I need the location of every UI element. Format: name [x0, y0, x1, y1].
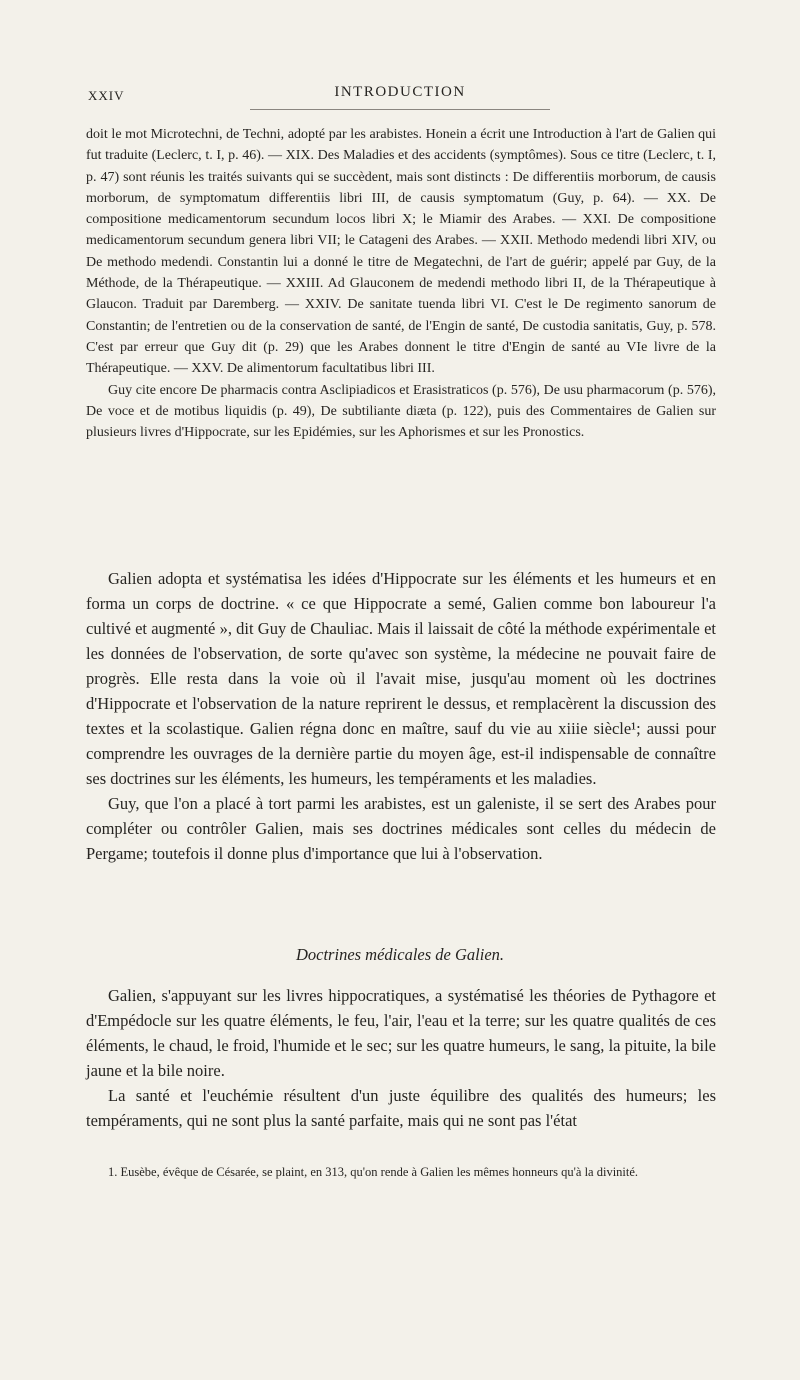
- header-rule: [250, 109, 550, 110]
- bibliography-paragraph-2: Guy cite encore De pharmacis contra Asclipiadicos et Erasistraticos (p. 576), De usu pharmacorum (p. 576), De voce et de motibus liquidis (p. 49), De subtiliante diæta (p. 122), puis des Commentaires de Galien sur plusieurs livres d'Hippocrate, sur les Epidémies, sur les Aphorismes et sur les Pronostics.: [86, 382, 716, 441]
- page-number: XXIV: [88, 88, 125, 103]
- bibliography-section: [86, 124, 716, 443]
- doctrine-paragraph: Galien, s'appuyant sur les livres hippocratiques, a systématisé les théories de Pythagore et d'Empédocle sur les quatre éléments, le feu, l'air, l'eau et la terre; sur les quatre qualités de ces éléments, le chaud, le froid, l'humide et le sec; sur les quatre humeurs, le sang, la pituite, la bile jaune et la bile noire.: [86, 986, 716, 1080]
- section-heading: Doctrines médicales de Galien.: [295, 945, 505, 964]
- doctrine-section: [86, 983, 716, 1133]
- body-section: [86, 566, 716, 866]
- page-header: [0, 80, 800, 110]
- doctrine-paragraph-2: La santé et l'euchémie résultent d'un juste équilibre des qualités des humeurs; les tempéraments, qui ne sont plus la santé parfaite, mais qui ne sont pas l'état: [86, 1086, 716, 1130]
- running-title: INTRODUCTION: [334, 84, 466, 100]
- footnote: [86, 1164, 716, 1180]
- body-paragraph-2: Guy, que l'on a placé à tort parmi les arabistes, est un galeniste, il se sert des Arabes pour compléter ou contrôler Galien, mais ses doctrines médicales sont celles du médecin de Pergame; toutefois il donne plus d'importance que lui à l'observation.: [86, 794, 716, 863]
- bibliography-paragraph: doit le mot Microtechni, de Techni, adopté par les arabistes. Honein a écrit une Introduction à l'art de Galien qui fut traduite (Leclerc, t. I, p. 46). — XIX. Des Maladies et des accidents (symptômes). Sous ce titre (Leclerc, t. I, p. 47) sont réunis les traités suivants qui se succèdent, mais sont distincts : De differentiis morborum, de causis morborum, de symptomatum differentiis libri III, de causis symptomatum (Guy, p. 64). — XX. De compositione medicamentorum secundum locos libri X; le Miamir des Arabes. — XXI. De compositione medicamentorum secundum genera libri VII; le Catageni des Arabes. — XXII. Methodo medendi libri XIV, ou De methodo medendi. Constantin lui a donné le titre de Megatechni, de l'art de guérir; appelé par Guy, de la Méthode, de la Thérapeutique. — XXIII. Ad Glauconem de medendi methodo libri II, de la Thérapeutique à Glaucon. Traduit par Daremberg. — XXIV. De sanitate tuenda libri VI. C'est le De regimento sanorum de Constantin; de l'entretien ou de la conservation de santé, de l'Engin de santé, De custodia sanitatis, Guy, p. 578. C'est par erreur que Guy dit (p. 29) que les Arabes donnent le titre d'Engin de santé au VIe livre de la Thérapeutique. — XXV. De alimentorum facultatibus libri III.: [86, 127, 716, 377]
- footnote-text: 1. Eusèbe, évêque de Césarée, se plaint, en 313, qu'on rende à Galien les mêmes honneurs qu'à la divinité.: [108, 1165, 639, 1179]
- body-paragraph: Galien adopta et systématisa les idées d'Hippocrate sur les éléments et les humeurs et en forma un corps de doctrine. « ce que Hippocrate a semé, Galien comme bon laboureur l'a cultivé et augmenté », dit Guy de Chauliac. Mais il laissait de côté la méthode expérimentale et les données de l'observation, de sorte qu'avec son système, la médecine ne pouvait faire de progrès. Elle resta dans la voie où il l'avait mise, jusqu'au moment où les doctrines d'Hippocrate et l'observation de la nature reprirent le dessus, et remplacèrent la discussion des textes et la scolastique. Galien régna donc en maître, sauf du vie au xiiie siècle¹; aussi pour comprendre les ouvrages de la dernière partie du moyen âge, est-il indispensable de connaître ses doctrines sur les éléments, les humeurs, les tempéraments et les maladies.: [86, 569, 716, 788]
